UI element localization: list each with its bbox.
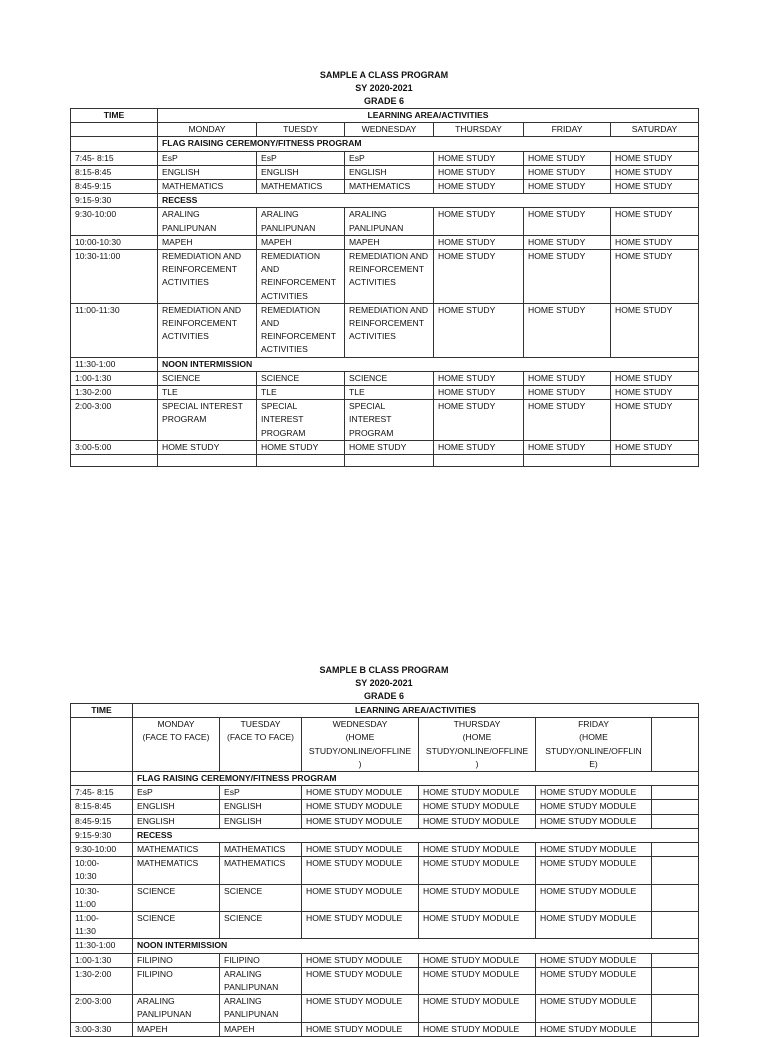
subject-cell: HOME STUDY [434, 165, 524, 179]
table-row [71, 995, 699, 1022]
subject-cell: EsP [158, 151, 257, 165]
subject-cell [652, 857, 699, 884]
table-row [71, 455, 699, 467]
program-a-grade: GRADE 6 [363, 96, 404, 106]
day-header: WEDNESDAY (HOME STUDY/ONLINE/OFFLINE ) [302, 718, 419, 772]
subject-cell: REMEDIATION AND REINFORCEMENT ACTIVITIES [158, 303, 257, 357]
time-cell: 10:30- 11:00 [71, 884, 133, 911]
subject-cell: SCIENCE [133, 912, 220, 939]
subject-cell [652, 912, 699, 939]
subject-cell: EsP [345, 151, 434, 165]
subject-cell: HOME STUDY [524, 303, 611, 357]
subject-cell: ENGLISH [133, 800, 220, 814]
time-cell: 8:45-9:15 [71, 814, 133, 828]
table-row [71, 303, 699, 357]
table-row [71, 151, 699, 165]
learning-area-header: LEARNING AREA/ACTIVITIES [133, 704, 699, 718]
subject-cell: HOME STUDY [524, 180, 611, 194]
table-row [71, 137, 699, 151]
subject-cell: REMEDIATION AND REINFORCEMENT ACTIVITIES [345, 250, 434, 304]
subject-cell: HOME STUDY [524, 440, 611, 454]
empty-cell [434, 455, 524, 467]
subject-cell: SCIENCE [220, 912, 302, 939]
table-row [71, 884, 699, 911]
time-cell: 11:00-11:30 [71, 303, 158, 357]
day-header: FRIDAY [524, 123, 611, 137]
table-row [71, 786, 699, 800]
subject-cell: EsP [133, 786, 220, 800]
table-row [71, 939, 699, 953]
time-cell: 1:30-2:00 [71, 967, 133, 994]
subject-cell [652, 1022, 699, 1036]
table-row [71, 235, 699, 249]
table-row [71, 386, 699, 400]
day-header: TUESDY [257, 123, 345, 137]
subject-cell: HOME STUDY [524, 250, 611, 304]
subject-cell: FILIPINO [220, 953, 302, 967]
subject-cell: ENGLISH [220, 800, 302, 814]
time-cell: 9:15-9:30 [71, 194, 158, 208]
subject-cell: HOME STUDY [524, 235, 611, 249]
subject-cell [652, 995, 699, 1022]
subject-cell: FILIPINO [133, 953, 220, 967]
subject-cell: HOME STUDY [611, 440, 699, 454]
subject-cell: HOME STUDY MODULE [419, 814, 536, 828]
subject-cell: HOME STUDY [434, 208, 524, 235]
header-row [71, 109, 699, 123]
days-row [71, 718, 699, 772]
table-row [71, 357, 699, 371]
subject-cell: MATHEMATICS [133, 843, 220, 857]
table-row [71, 250, 699, 304]
day-header: THURSDAY (HOME STUDY/ONLINE/OFFLINE ) [419, 718, 536, 772]
subject-cell: HOME STUDY [257, 440, 345, 454]
subject-cell: HOME STUDY MODULE [302, 995, 419, 1022]
subject-cell: HOME STUDY [158, 440, 257, 454]
time-cell: 1:30-2:00 [71, 386, 158, 400]
day-header: WEDNESDAY [345, 123, 434, 137]
subject-cell: HOME STUDY [524, 208, 611, 235]
subject-cell: HOME STUDY MODULE [419, 786, 536, 800]
subject-cell: REMEDIATION AND REINFORCEMENT ACTIVITIES [345, 303, 434, 357]
subject-cell: SPECIAL INTEREST PROGRAM [345, 400, 434, 441]
subject-cell: HOME STUDY [611, 303, 699, 357]
subject-cell: HOME STUDY [434, 303, 524, 357]
time-cell: 10:30-11:00 [71, 250, 158, 304]
subject-cell: REMEDIATION AND REINFORCEMENT ACTIVITIES [257, 303, 345, 357]
empty-cell [345, 455, 434, 467]
subject-cell: ARALING PANLIPUNAN [220, 967, 302, 994]
subject-cell: HOME STUDY MODULE [536, 843, 652, 857]
table-row [71, 772, 699, 786]
table-row [71, 828, 699, 842]
subject-cell: MATHEMATICS [133, 857, 220, 884]
time-cell: 9:15-9:30 [71, 828, 133, 842]
table-row [71, 180, 699, 194]
table-row [71, 857, 699, 884]
table-row [71, 814, 699, 828]
program-b-title: SAMPLE B CLASS PROGRAM [319, 665, 449, 675]
subject-cell: MATHEMATICS [220, 857, 302, 884]
program-b-grade: GRADE 6 [363, 691, 404, 701]
subject-cell: HOME STUDY [434, 371, 524, 385]
day-header-blank [71, 123, 158, 137]
subject-cell: REMEDIATION AND REINFORCEMENT ACTIVITIES [158, 250, 257, 304]
subject-cell: ENGLISH [345, 165, 434, 179]
subject-cell: HOME STUDY MODULE [302, 884, 419, 911]
time-cell: 2:00-3:00 [71, 995, 133, 1022]
subject-cell: SPECIAL INTEREST PROGRAM [257, 400, 345, 441]
time-cell: 10:00- 10:30 [71, 857, 133, 884]
empty-cell [71, 455, 158, 467]
subject-cell: HOME STUDY MODULE [536, 857, 652, 884]
time-cell: 3:00-3:30 [71, 1022, 133, 1036]
break-label: FLAG RAISING CEREMONY/FITNESS PROGRAM [133, 772, 699, 786]
subject-cell: HOME STUDY [434, 151, 524, 165]
empty-cell [611, 455, 699, 467]
subject-cell: SCIENCE [220, 884, 302, 911]
time-cell: 11:30-1:00 [71, 357, 158, 371]
subject-cell: HOME STUDY [434, 386, 524, 400]
day-header-blank [71, 718, 133, 772]
subject-cell: HOME STUDY [611, 165, 699, 179]
subject-cell: HOME STUDY MODULE [302, 857, 419, 884]
subject-cell: ENGLISH [133, 814, 220, 828]
subject-cell: MATHEMATICS [345, 180, 434, 194]
subject-cell: HOME STUDY MODULE [536, 995, 652, 1022]
subject-cell: MAPEH [345, 235, 434, 249]
table-row [71, 912, 699, 939]
subject-cell: HOME STUDY MODULE [536, 967, 652, 994]
subject-cell: HOME STUDY [345, 440, 434, 454]
time-cell: 8:15-8:45 [71, 165, 158, 179]
subject-cell [652, 814, 699, 828]
subject-cell: HOME STUDY [611, 250, 699, 304]
subject-cell: HOME STUDY MODULE [419, 1022, 536, 1036]
time-cell [71, 137, 158, 151]
subject-cell: MAPEH [133, 1022, 220, 1036]
break-label: RECESS [158, 194, 699, 208]
time-header: TIME [71, 109, 158, 123]
subject-cell: HOME STUDY [611, 400, 699, 441]
subject-cell: ENGLISH [220, 814, 302, 828]
time-cell: 9:30-10:00 [71, 843, 133, 857]
program-a-school-year: SY 2020-2021 [355, 83, 413, 93]
subject-cell: HOME STUDY MODULE [419, 857, 536, 884]
subject-cell [652, 843, 699, 857]
time-header: TIME [71, 704, 133, 718]
subject-cell: TLE [345, 386, 434, 400]
subject-cell: ARALING PANLIPUNAN [158, 208, 257, 235]
program-a-heading [0, 69, 768, 108]
subject-cell [652, 800, 699, 814]
header-row [71, 704, 699, 718]
subject-cell: FILIPINO [133, 967, 220, 994]
subject-cell: HOME STUDY MODULE [419, 912, 536, 939]
subject-cell: SCIENCE [345, 371, 434, 385]
time-cell: 1:00-1:30 [71, 953, 133, 967]
days-row [71, 123, 699, 137]
time-cell: 11:00- 11:30 [71, 912, 133, 939]
break-label: NOON INTERMISSION [158, 357, 699, 371]
subject-cell: HOME STUDY MODULE [302, 953, 419, 967]
table-row [71, 843, 699, 857]
program-a-table [70, 108, 699, 467]
subject-cell: ARALING PANLIPUNAN [220, 995, 302, 1022]
subject-cell: HOME STUDY [524, 165, 611, 179]
subject-cell: MAPEH [220, 1022, 302, 1036]
subject-cell: HOME STUDY MODULE [419, 884, 536, 911]
empty-cell [158, 455, 257, 467]
subject-cell: HOME STUDY MODULE [536, 1022, 652, 1036]
subject-cell: HOME STUDY MODULE [302, 912, 419, 939]
program-b-school-year: SY 2020-2021 [355, 678, 413, 688]
day-header: FRIDAY (HOME STUDY/ONLINE/OFFLIN E) [536, 718, 652, 772]
time-cell: 9:30-10:00 [71, 208, 158, 235]
subject-cell: HOME STUDY MODULE [419, 843, 536, 857]
day-header [652, 718, 699, 772]
subject-cell: HOME STUDY MODULE [419, 800, 536, 814]
day-header: SATURDAY [611, 123, 699, 137]
time-cell: 10:00-10:30 [71, 235, 158, 249]
time-cell: 7:45- 8:15 [71, 786, 133, 800]
table-row [71, 1022, 699, 1036]
table-row [71, 967, 699, 994]
subject-cell: HOME STUDY MODULE [536, 953, 652, 967]
subject-cell [652, 786, 699, 800]
subject-cell: ARALING PANLIPUNAN [345, 208, 434, 235]
subject-cell: TLE [158, 386, 257, 400]
subject-cell: HOME STUDY [611, 151, 699, 165]
day-header: THURSDAY [434, 123, 524, 137]
subject-cell: HOME STUDY MODULE [419, 953, 536, 967]
table-row [71, 800, 699, 814]
subject-cell: HOME STUDY [434, 235, 524, 249]
program-b [0, 664, 768, 1037]
day-header: MONDAY [158, 123, 257, 137]
subject-cell: HOME STUDY MODULE [302, 814, 419, 828]
time-cell: 11:30-1:00 [71, 939, 133, 953]
subject-cell: EsP [257, 151, 345, 165]
subject-cell: HOME STUDY MODULE [302, 843, 419, 857]
break-label: NOON INTERMISSION [133, 939, 699, 953]
empty-cell [257, 455, 345, 467]
subject-cell: ENGLISH [158, 165, 257, 179]
subject-cell: SCIENCE [133, 884, 220, 911]
table-row [71, 953, 699, 967]
program-b-heading [0, 664, 768, 703]
table-row [71, 165, 699, 179]
time-cell: 2:00-3:00 [71, 400, 158, 441]
subject-cell: HOME STUDY MODULE [302, 967, 419, 994]
subject-cell: SCIENCE [158, 371, 257, 385]
table-row [71, 208, 699, 235]
subject-cell: ARALING PANLIPUNAN [133, 995, 220, 1022]
subject-cell: HOME STUDY MODULE [536, 814, 652, 828]
empty-cell [524, 455, 611, 467]
subject-cell: HOME STUDY [611, 386, 699, 400]
subject-cell: HOME STUDY [611, 180, 699, 194]
program-a [0, 69, 768, 467]
subject-cell: HOME STUDY [524, 371, 611, 385]
table-row [71, 371, 699, 385]
time-cell: 3:00-5:00 [71, 440, 158, 454]
subject-cell: HOME STUDY [434, 440, 524, 454]
subject-cell: HOME STUDY [611, 208, 699, 235]
subject-cell: HOME STUDY MODULE [536, 800, 652, 814]
subject-cell: MAPEH [158, 235, 257, 249]
program-b-table [70, 703, 699, 1037]
time-cell: 8:15-8:45 [71, 800, 133, 814]
learning-area-header: LEARNING AREA/ACTIVITIES [158, 109, 699, 123]
subject-cell: MATHEMATICS [158, 180, 257, 194]
break-label: RECESS [133, 828, 699, 842]
subject-cell: HOME STUDY MODULE [302, 1022, 419, 1036]
subject-cell: REMEDIATION AND REINFORCEMENT ACTIVITIES [257, 250, 345, 304]
break-label: FLAG RAISING CEREMONY/FITNESS PROGRAM [158, 137, 699, 151]
subject-cell [652, 953, 699, 967]
subject-cell: SPECIAL INTEREST PROGRAM [158, 400, 257, 441]
table-row [71, 194, 699, 208]
time-cell: 1:00-1:30 [71, 371, 158, 385]
subject-cell: HOME STUDY [434, 400, 524, 441]
time-cell [71, 772, 133, 786]
subject-cell: HOME STUDY MODULE [302, 786, 419, 800]
day-header: MONDAY (FACE TO FACE) [133, 718, 220, 772]
subject-cell: HOME STUDY MODULE [536, 884, 652, 911]
subject-cell: MATHEMATICS [257, 180, 345, 194]
subject-cell: HOME STUDY MODULE [419, 967, 536, 994]
subject-cell: HOME STUDY [524, 151, 611, 165]
subject-cell: MATHEMATICS [220, 843, 302, 857]
subject-cell: TLE [257, 386, 345, 400]
subject-cell: MAPEH [257, 235, 345, 249]
subject-cell: HOME STUDY [611, 371, 699, 385]
time-cell: 7:45- 8:15 [71, 151, 158, 165]
subject-cell: HOME STUDY [434, 250, 524, 304]
table-row [71, 400, 699, 441]
subject-cell: ARALING PANLIPUNAN [257, 208, 345, 235]
subject-cell: EsP [220, 786, 302, 800]
subject-cell [652, 884, 699, 911]
subject-cell [652, 967, 699, 994]
subject-cell: HOME STUDY [434, 180, 524, 194]
subject-cell: HOME STUDY MODULE [302, 800, 419, 814]
day-header: TUESDAY (FACE TO FACE) [220, 718, 302, 772]
subject-cell: HOME STUDY MODULE [536, 786, 652, 800]
subject-cell: HOME STUDY [524, 400, 611, 441]
subject-cell: HOME STUDY [524, 386, 611, 400]
subject-cell: SCIENCE [257, 371, 345, 385]
table-row [71, 440, 699, 454]
subject-cell: HOME STUDY MODULE [536, 912, 652, 939]
time-cell: 8:45-9:15 [71, 180, 158, 194]
subject-cell: HOME STUDY [611, 235, 699, 249]
subject-cell: ENGLISH [257, 165, 345, 179]
program-a-title: SAMPLE A CLASS PROGRAM [319, 70, 449, 80]
subject-cell: HOME STUDY MODULE [419, 995, 536, 1022]
